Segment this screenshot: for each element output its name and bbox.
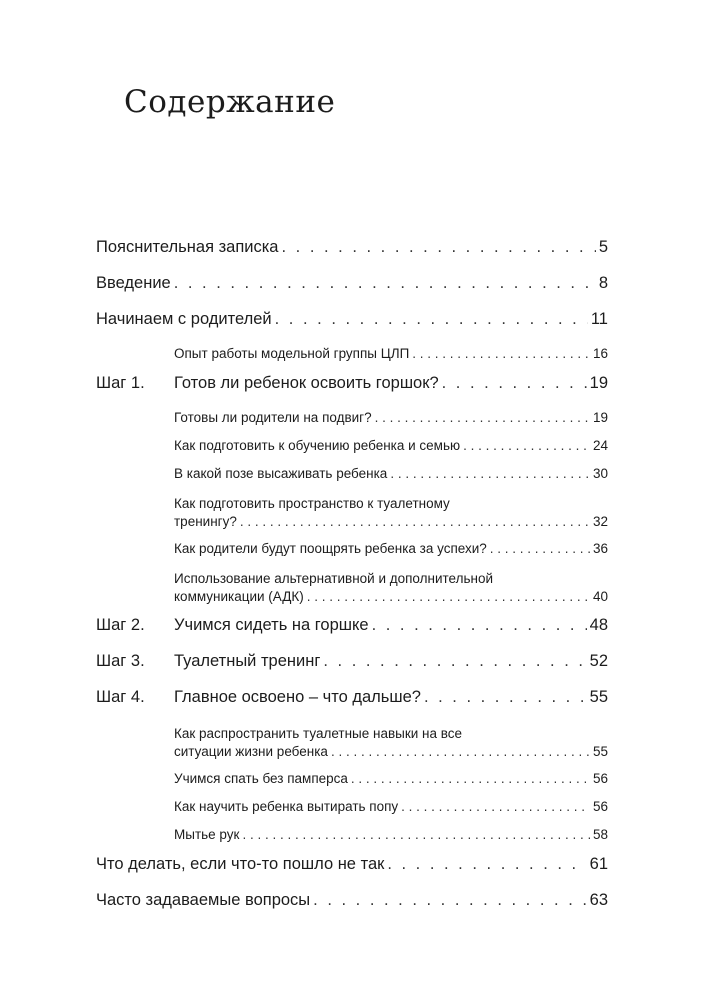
dot-leader (490, 541, 590, 556)
toc-subentry[interactable] (96, 537, 608, 565)
toc-subentry[interactable] (96, 406, 608, 434)
toc-page-number: 63 (589, 891, 608, 909)
toc-entry-title: Что делать, если что-то пошло не так (96, 855, 385, 873)
dot-leader (331, 744, 590, 759)
toc-step-entry[interactable] (96, 684, 608, 720)
toc-entry-title: Часто задаваемые вопросы (96, 891, 311, 909)
toc-subentry[interactable] (96, 462, 608, 490)
toc-page-number: 55 (589, 688, 608, 706)
dot-leader (372, 616, 587, 635)
toc-entry-title: Пояснительная записка (96, 238, 279, 256)
toc-page-number: 36 (592, 541, 608, 556)
toc-subentry[interactable] (96, 490, 608, 537)
dot-leader (240, 514, 590, 529)
dot-leader (387, 855, 586, 874)
toc-step-entry[interactable] (96, 648, 608, 684)
toc-subentry-title: Учимся спать без памперса (174, 771, 348, 786)
toc-subentry-title-line1: Использование альтернативной и дополнительной (174, 571, 494, 586)
dot-leader (351, 771, 590, 786)
toc-subentry-title: Как научить ребенка вытирать попу (174, 799, 399, 814)
toc-subentry-title: ситуации жизни ребенка (174, 744, 328, 759)
dot-leader (323, 652, 586, 671)
toc-page-number: 19 (589, 374, 608, 392)
dot-leader (401, 799, 590, 814)
toc-page-number: 52 (589, 652, 608, 670)
toc-entry-title: Начинаем с родителей (96, 310, 272, 328)
toc-page-number: 30 (592, 466, 608, 481)
toc-subentry-title-line1: Как подготовить пространство к туалетному (174, 496, 450, 511)
toc-page-number: 40 (592, 589, 608, 604)
dot-leader (307, 589, 590, 604)
toc-page-number: 56 (592, 771, 608, 786)
toc-page-number: 32 (592, 514, 608, 529)
toc-entry[interactable] (96, 306, 608, 342)
toc-step-entry[interactable] (96, 612, 608, 648)
toc-page-number: 58 (592, 827, 608, 842)
toc-page-number: 8 (598, 274, 608, 292)
toc-step-entry[interactable] (96, 370, 608, 406)
toc-subentry[interactable] (96, 434, 608, 462)
toc-subentry-title: Как подготовить к обучению ребенка и семью (174, 438, 461, 453)
dot-leader (275, 310, 588, 329)
toc-entry[interactable] (96, 887, 608, 923)
toc-subentry-title-line1: Как распространить туалетные навыки на все (174, 726, 463, 741)
toc-page-number: 61 (589, 855, 608, 873)
toc-subentry[interactable] (96, 565, 608, 612)
toc-page-number: 19 (592, 410, 608, 425)
toc-entry[interactable] (96, 234, 608, 270)
toc-page-number: 5 (598, 238, 608, 256)
toc-subentry-title: Мытье рук (174, 827, 240, 842)
toc-subentry[interactable] (96, 342, 608, 370)
toc-subentry-title: тренингу? (174, 514, 237, 529)
toc-subentry-title: Опыт работы модельной группы ЦЛП (174, 346, 410, 361)
toc-page-number: 55 (592, 744, 608, 759)
dot-leader (412, 346, 590, 361)
toc-page-number: 16 (592, 346, 608, 361)
toc-subentry-title: коммуникации (АДК) (174, 589, 304, 604)
dot-leader (442, 374, 587, 393)
dot-leader (424, 688, 587, 707)
toc-entry-title: Туалетный тренинг (174, 652, 321, 670)
table-of-contents (96, 234, 608, 923)
dot-leader (313, 891, 586, 910)
dot-leader (390, 466, 590, 481)
toc-entry-title: Учимся сидеть на горшке (174, 616, 369, 634)
toc-entry-title: Введение (96, 274, 171, 292)
dot-leader (281, 238, 595, 257)
dot-leader (375, 410, 590, 425)
toc-subentry-title: Как родители будут поощрять ребенка за успехи? (174, 541, 487, 556)
toc-entry-title: Готов ли ребенок освоить горшок? (174, 374, 439, 392)
toc-page-number: 48 (589, 616, 608, 634)
toc-subentry[interactable] (96, 823, 608, 851)
toc-step-number: Шаг 1. (96, 374, 145, 392)
toc-subentry[interactable] (96, 795, 608, 823)
toc-step-number: Шаг 2. (96, 616, 145, 634)
toc-entry[interactable] (96, 270, 608, 306)
dot-leader (463, 438, 590, 453)
toc-entry[interactable] (96, 851, 608, 887)
toc-subentry[interactable] (96, 720, 608, 767)
toc-subentry[interactable] (96, 767, 608, 795)
toc-page-number: 56 (592, 799, 608, 814)
toc-subentry-title: В какой позе высаживать ребенка (174, 466, 388, 481)
toc-page-number: 24 (592, 438, 608, 453)
dot-leader (174, 274, 596, 293)
toc-entry-title: Главное освоено – что дальше? (174, 688, 421, 706)
page-title: Содержание (124, 84, 336, 120)
toc-step-number: Шаг 4. (96, 688, 145, 706)
toc-subentry-title: Готовы ли родители на подвиг? (174, 410, 372, 425)
dot-leader (242, 827, 590, 842)
toc-step-number: Шаг 3. (96, 652, 145, 670)
toc-page-number: 11 (590, 310, 608, 328)
